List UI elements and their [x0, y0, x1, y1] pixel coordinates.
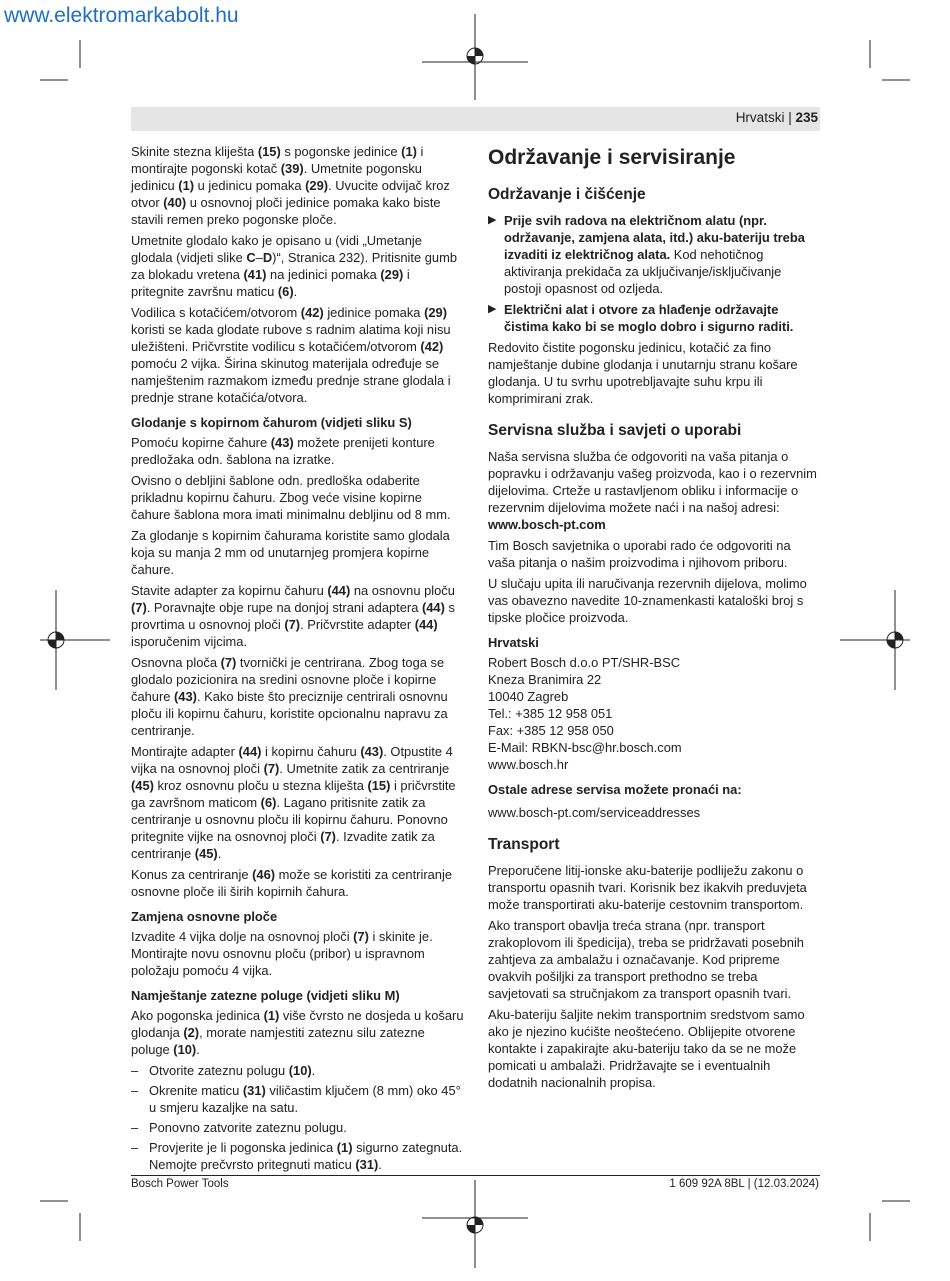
website-link[interactable]: www.bosch.hr [488, 757, 569, 772]
section-heading: Glodanje s kopirnom čahurom (vidjeti sliku S) [131, 415, 412, 430]
section-heading: Održavanje i čišćenje [488, 186, 646, 203]
page-header: Hrvatski | 235 [735, 110, 818, 125]
paragraph: Ako transport obavlja treća strana (npr. transport zrakoplovom ili špedicija), treba se pridržavati posebnih zahtjeva za ambalažu i označavanje. Kod pripreme ovakvih pošiljki za transport prethodno se treba savjetovati sa stručnjakom za transport opasnih tvari. [488, 918, 804, 1001]
section-heading: Namještanje zatezne poluge (vidjeti sliku M) [131, 988, 400, 1003]
paragraph: Umetnite glodalo kako je opisano u (vidi „Umetanje glodala (vidjeti slike C–D)“, Stranica 232). Pritisnite gumb za blokadu vretena (41) na jedinici pomaka (29) i pritegnite završnu maticu (6). [131, 233, 457, 299]
address-line: 10040 Zagreb [488, 689, 569, 704]
country-heading: Hrvatski [488, 635, 539, 650]
list-item: – Ponovno zatvorite zateznu polugu. [131, 1120, 347, 1135]
paragraph: Montirajte adapter (44) i kopirnu čahuru (43). Otpustite 4 vijka na osnovnoj ploči (7). Umetnite zatik za centriranje (45) kroz osnovnu ploču u stezna kliješta (15) i pričvrstite ga završnom maticom (6). Lagano pritisnite zatik za centriranje u osnovnu ploču ili kopirnu čahuru. Ponovno pritegnite vijke na osnovnoj ploči (7). Izvadite zatik za centriranje (45). [131, 744, 456, 861]
list-item: – Otvorite zateznu polugu (10). [131, 1063, 316, 1078]
service-addresses-url[interactable]: www.bosch-pt.com/serviceaddresses [488, 805, 701, 820]
right-column [488, 143, 820, 1095]
address-line: Fax: +385 12 958 050 [488, 723, 614, 738]
header-bar [131, 107, 820, 131]
paragraph: U slučaju upita ili naručivanja rezervnih dijelova, molimo vas obavezno navedite 10-znamenkasti kataloški broj s tipske pločice proizvoda. [488, 576, 807, 625]
left-column [131, 143, 464, 1176]
paragraph: Ako pogonska jedinica (1) više čvrsto ne dosjeda u košaru glodanja (2), morate namjestiti zateznu silu zatezne poluge (10). [131, 1008, 464, 1057]
paragraph: Skinite stezna kliješta (15) s pogonske jedinice (1) i montirajte pogonski kotač (39). Umetnite pogonsku jedinicu (1) u jedinicu pomaka (29). Uvucite odvijač kroz otvor (40) u osnovnoj ploči jedinice pomaka kako biste stavili remen preko pogonske ploče. [131, 144, 450, 227]
dash-marker: – [131, 1140, 139, 1155]
paragraph: Vodilica s kotačićem/otvorom (42) jedinice pomaka (29) koristi se kada glodate rubove s radnim alatima koji nisu uležišteni. Pričvrstite vodilicu s kotačićem/otvorom (42) pomoću 2 vijka. Širina skinutog materijala određuje se namještenim razmakom između prednje strane glodala i prednje strane kotačića/otvora. [131, 305, 451, 405]
page-number: 235 [795, 110, 818, 125]
address-line: Robert Bosch d.o.o PT/SHR-BSC [488, 655, 680, 670]
section-heading: Servisna služba i savjeti o uporabi [488, 422, 742, 439]
paragraph: Pomoću kopirne čahure (43) možete prenijeti konture predložaka odn. šablona na izratke. [131, 435, 435, 467]
dash-marker: – [131, 1120, 139, 1135]
warning-item: ▶ Prije svih radova na električnom alatu (npr. održavanje, zamjena alata, itd.) aku-bateriju treba izvaditi iz električnog alata. Kod nehotičnog aktiviranja prekidača za uključivanje/isključivanje postoji opasnost od ozljeda. [488, 213, 805, 296]
paragraph: Aku-bateriju šaljite nekim transportnim sredstvom samo ako je njezino kućište neoštećeno. Oblijepite otvorene kontakte i zapakirajte aku-bateriju tako da se ne može pomicati u ambalaži. Pridržavajte se i eventualnih dodatnih nacionalnih propisa. [488, 1007, 805, 1090]
paragraph: Stavite adapter za kopirnu čahuru (44) na osnovnu ploču (7). Poravnajte obje rupe na donjoj strani adaptera (44) s provrtima u osnovnoj ploči (7). Pričvrstite adapter (44) isporučenim vijcima. [131, 583, 455, 649]
paragraph: Tim Bosch savjetnika o uporabi rado će odgovoriti na vaša pitanja o našim proizvodima i njihovom priboru. [488, 538, 791, 570]
email-link[interactable]: E-Mail: RBKN-bsc@hr.bosch.com [488, 740, 682, 755]
footer-doc-id: 1 609 92A 8BL | (12.03.2024) [669, 1178, 819, 1190]
section-heading: Transport [488, 836, 560, 853]
warning-item: ▶ Električni alat i otvore za hlađenje održavajte čistima kako bi se moglo dobro i sigurno raditi. [488, 302, 794, 334]
footer-rule [131, 1175, 820, 1176]
header-language: Hrvatski [735, 110, 785, 125]
service-url[interactable]: www.bosch-pt.com [488, 517, 606, 532]
paragraph: Preporučene litij-ionske aku-baterije podliježu zakonu o transportu opasnih tvari. Korisnik bez ikakvih preduvjeta može transportirati aku-baterije cestovnim transportom. [488, 863, 807, 912]
paragraph: Ovisno o debljini šablone odn. predloška odaberite prikladnu kopirnu čahuru. Zbog veće visine kopirne čahure šablona mora imati minimalnu debljinu od 8 mm. [131, 473, 451, 522]
address-line: Tel.: +385 12 958 051 [488, 706, 613, 721]
watermark-url[interactable]: www.elektromarkabolt.hu [4, 4, 239, 27]
other-addresses-label: Ostale adrese servisa možete pronaći na: [488, 782, 742, 797]
dash-marker: – [131, 1063, 139, 1078]
list-item: – Okrenite maticu (31) viličastim ključem (8 mm) oko 45° u smjeru kazaljke na satu. [131, 1083, 461, 1115]
address-line: Kneza Branimira 22 [488, 672, 602, 687]
address-block [488, 654, 820, 773]
arrow-right-icon: ▶ [488, 214, 497, 226]
paragraph: Osnovna ploča (7) tvornički je centrirana. Zbog toga se glodalo pozicionira na sredini osnovne ploče i kopirne čahure (43). Kako biste što preciznije centrirali osnovnu ploču ili kopirnu čahuru, koristite opcionalnu napravu za centriranje. [131, 655, 448, 738]
paragraph: Izvadite 4 vijka dolje na osnovnoj ploči (7) i skinite je. Montirajte novu osnovnu ploču (pribor) u ispravnom položaju pomoću 4 vijka. [131, 929, 433, 978]
arrow-right-icon: ▶ [488, 303, 497, 315]
paragraph: Za glodanje s kopirnim čahurama koristite samo glodala koja su manja 2 mm od unutarnjeg promjera kopirne čahure. [131, 528, 450, 577]
paragraph: Redovito čistite pogonsku jedinicu, kotačić za fino namještanje dubine glodanja i unutarnju stranu košare glodanja. U tu svrhu upotrebljavajte suhu krpu ili komprimirani zrak. [488, 340, 798, 406]
chapter-title: Održavanje i servisiranje [488, 146, 736, 169]
footer-brand: Bosch Power Tools [131, 1178, 229, 1190]
list-item: – Provjerite je li pogonska jedinica (1) sigurno zategnuta. Nemojte prečvrsto pritegnuti maticu (31). [131, 1140, 463, 1172]
dash-marker: – [131, 1083, 139, 1098]
section-heading: Zamjena osnovne ploče [131, 909, 278, 924]
paragraph: Naša servisna služba će odgovoriti na vaša pitanja o popravku i održavanju vašeg proizvoda, kao i o rezervnim dijelovima. Crteže u rastavljenom obliku i informacije o rezervnim dijelovima možete naći i na našoj adresi: [488, 449, 817, 515]
paragraph: Konus za centriranje (46) može se koristiti za centriranje osnovne ploče ili širih kopirnih čahura. [131, 867, 452, 899]
